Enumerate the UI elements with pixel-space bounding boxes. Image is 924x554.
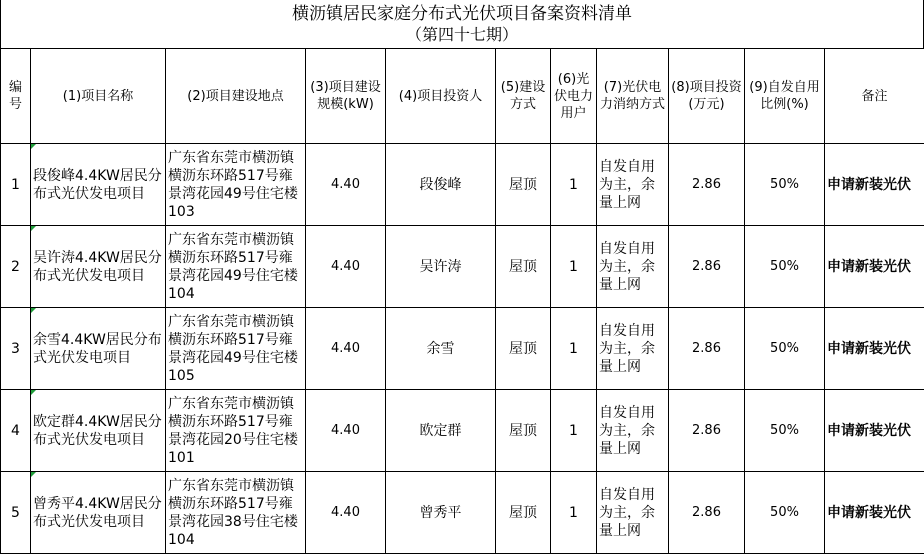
cell-location: 广东省东莞市横沥镇横沥东环路517号雍景湾花园49号住宅楼105 xyxy=(166,308,306,390)
cell-location: 广东省东莞市横沥镇横沥东环路517号雍景湾花园49号住宅楼103 xyxy=(166,144,306,226)
cell-ratio: 50% xyxy=(745,308,825,390)
header-investment: (8)项目投资(万元) xyxy=(669,49,745,144)
cell-ratio: 50% xyxy=(745,144,825,226)
header-method: (5)建设方式 xyxy=(496,49,551,144)
header-location: (2)项目建设地点 xyxy=(166,49,306,144)
cell-users: 1 xyxy=(551,308,597,390)
table-row xyxy=(1,308,924,390)
cell-investor: 曾秀平 xyxy=(386,472,496,554)
cell-consumption: 自发自用为主，余量上网 xyxy=(597,226,669,308)
cell-no: 5 xyxy=(1,472,31,554)
document-subtitle: （第四十七期） xyxy=(405,25,518,44)
cell-method: 屋顶 xyxy=(496,472,551,554)
cell-method: 屋顶 xyxy=(496,308,551,390)
cell-no: 1 xyxy=(1,144,31,226)
title-block xyxy=(0,0,924,48)
cell-note: 申请新装光伏 xyxy=(825,390,924,472)
cell-investor: 欧定群 xyxy=(386,390,496,472)
cell-note: 申请新装光伏 xyxy=(825,472,924,554)
cell-consumption: 自发自用为主，余量上网 xyxy=(597,308,669,390)
cell-investor: 吴许涛 xyxy=(386,226,496,308)
cell-project-name: 欧定群4.4KW居民分布式光伏发电项目 xyxy=(31,390,166,472)
header-users: (6)光伏电力用户 xyxy=(551,49,597,144)
cell-note: 申请新装光伏 xyxy=(825,144,924,226)
header-row xyxy=(1,49,924,144)
cell-note: 申请新装光伏 xyxy=(825,226,924,308)
cell-investment: 2.86 xyxy=(669,308,745,390)
cell-ratio: 50% xyxy=(745,226,825,308)
cell-investment: 2.86 xyxy=(669,390,745,472)
cell-consumption: 自发自用为主，余量上网 xyxy=(597,390,669,472)
cell-consumption: 自发自用为主，余量上网 xyxy=(597,144,669,226)
cell-project-name: 吴许涛4.4KW居民分布式光伏发电项目 xyxy=(31,226,166,308)
header-no: 编号 xyxy=(1,49,31,144)
cell-method: 屋顶 xyxy=(496,144,551,226)
cell-note: 申请新装光伏 xyxy=(825,308,924,390)
header-investor: (4)项目投资人 xyxy=(386,49,496,144)
cell-location: 广东省东莞市横沥镇横沥东环路517号雍景湾花园49号住宅楼104 xyxy=(166,226,306,308)
cell-scale: 4.40 xyxy=(306,308,386,390)
cell-ratio: 50% xyxy=(745,472,825,554)
cell-users: 1 xyxy=(551,472,597,554)
cell-scale: 4.40 xyxy=(306,390,386,472)
cell-method: 屋顶 xyxy=(496,390,551,472)
cell-project-name: 段俊峰4.4KW居民分布式光伏发电项目 xyxy=(31,144,166,226)
header-ratio: (9)自发自用比例(%) xyxy=(745,49,825,144)
table-row xyxy=(1,144,924,226)
header-consumption: (7)光伏电力消纳方式 xyxy=(597,49,669,144)
record-table xyxy=(0,48,924,554)
cell-no: 2 xyxy=(1,226,31,308)
cell-project-name: 余雪4.4KW居民分布式光伏发电项目 xyxy=(31,308,166,390)
table-row xyxy=(1,226,924,308)
cell-investment: 2.86 xyxy=(669,144,745,226)
cell-users: 1 xyxy=(551,390,597,472)
table-row xyxy=(1,472,924,554)
cell-location: 广东省东莞市横沥镇横沥东环路517号雍景湾花园38号住宅楼104 xyxy=(166,472,306,554)
header-scale: (3)项目建设规模(kW) xyxy=(306,49,386,144)
cell-scale: 4.40 xyxy=(306,226,386,308)
cell-project-name: 曾秀平4.4KW居民分布式光伏发电项目 xyxy=(31,472,166,554)
cell-investment: 2.86 xyxy=(669,472,745,554)
cell-investment: 2.86 xyxy=(669,226,745,308)
cell-investor: 余雪 xyxy=(386,308,496,390)
header-project-name: (1)项目名称 xyxy=(31,49,166,144)
cell-no: 3 xyxy=(1,308,31,390)
cell-users: 1 xyxy=(551,144,597,226)
cell-users: 1 xyxy=(551,226,597,308)
cell-method: 屋顶 xyxy=(496,226,551,308)
cell-ratio: 50% xyxy=(745,390,825,472)
table-row xyxy=(1,390,924,472)
document-title: 横沥镇居民家庭分布式光伏项目备案资料清单 xyxy=(292,4,632,24)
cell-no: 4 xyxy=(1,390,31,472)
cell-investor: 段俊峰 xyxy=(386,144,496,226)
cell-scale: 4.40 xyxy=(306,144,386,226)
header-note: 备注 xyxy=(825,49,924,144)
cell-location: 广东省东莞市横沥镇横沥东环路517号雍景湾花园20号住宅楼101 xyxy=(166,390,306,472)
cell-scale: 4.40 xyxy=(306,472,386,554)
cell-consumption: 自发自用为主，余量上网 xyxy=(597,472,669,554)
